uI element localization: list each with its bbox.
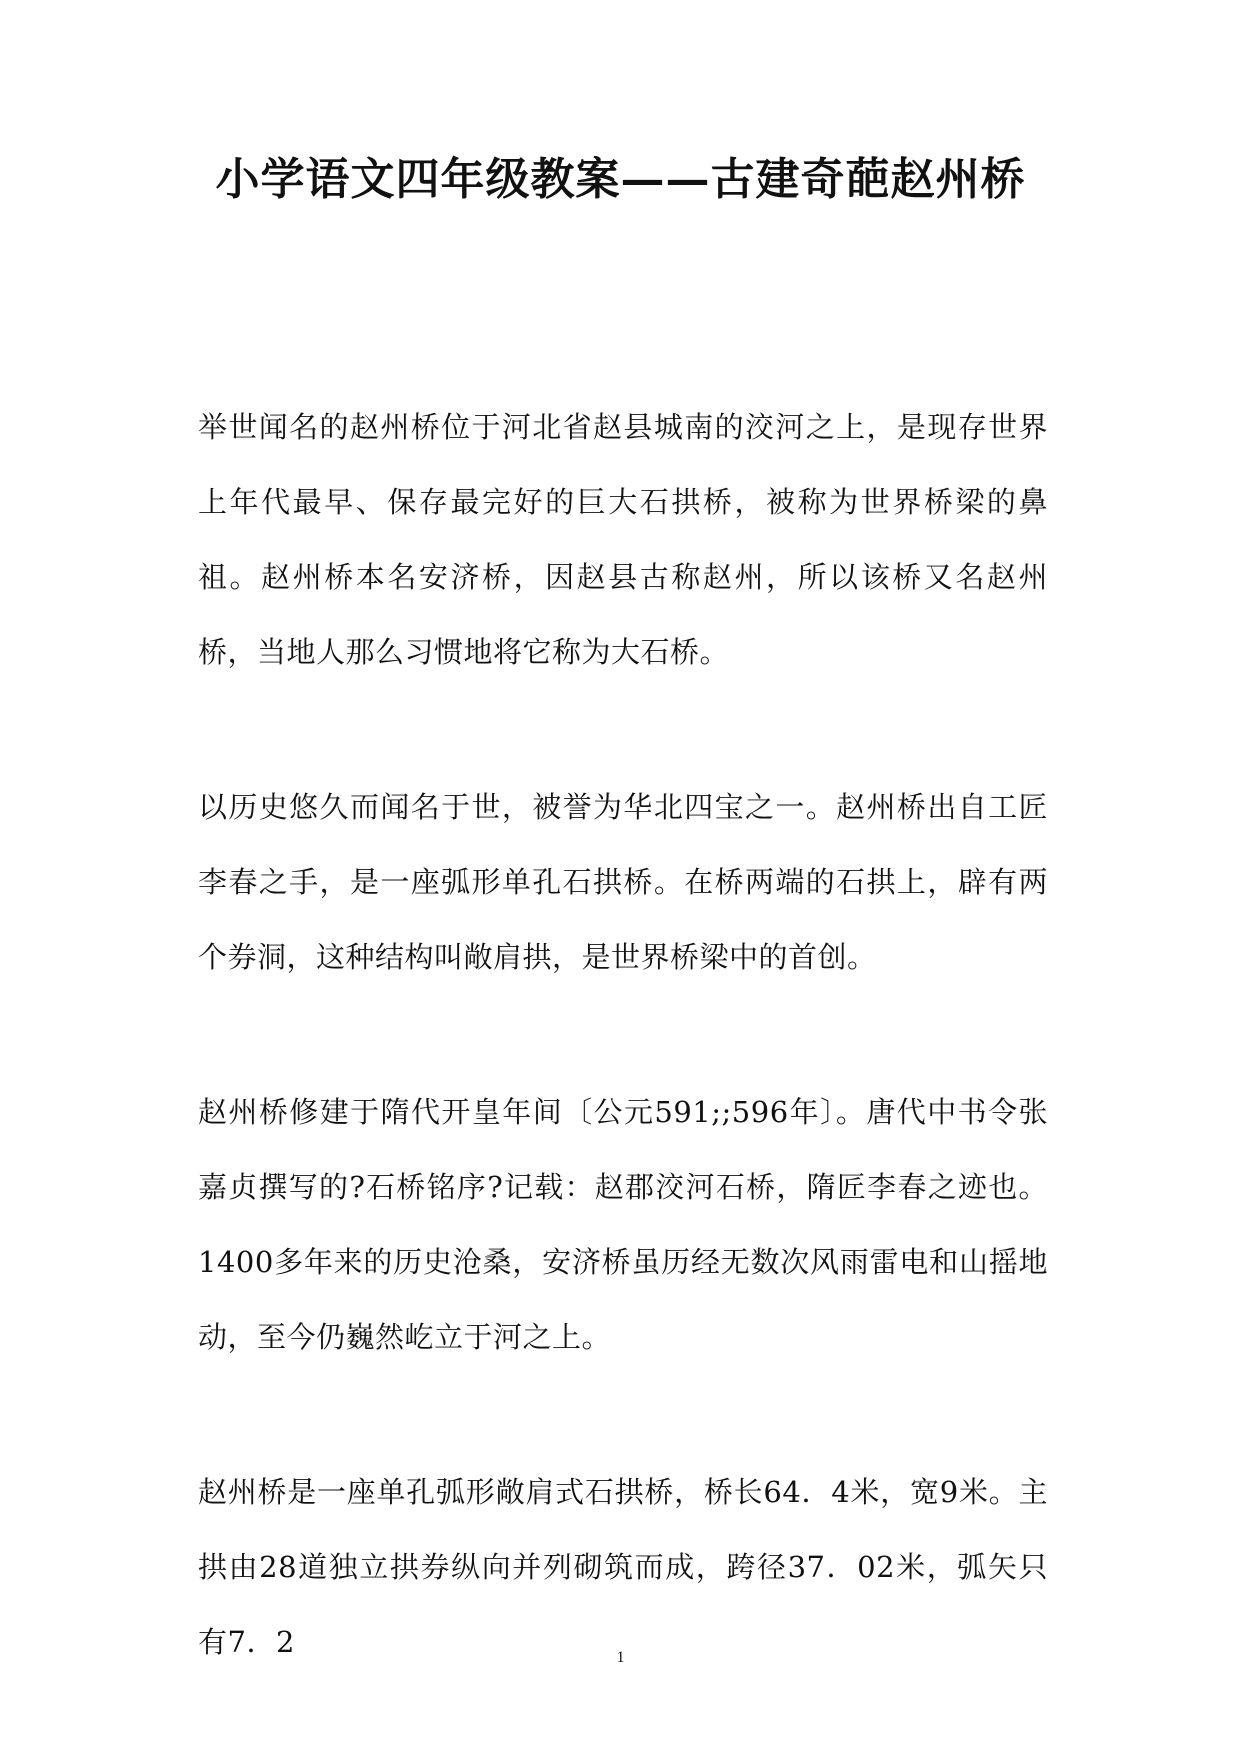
paragraph: 赵州桥是一座单孔弧形敞肩式石拱桥，桥长64．4米，宽9米。主拱由28道独立拱券纵向并列砌筑而成，跨径37．02米，弧矢只有7．2 (198, 1475, 1048, 1659)
paragraph-block-2 (198, 770, 1048, 995)
paragraph: 赵州桥修建于隋代开皇年间〔公元591;;596年〕。唐代中书令张嘉贞撰写的?石桥铭序?记载：赵郡洨河石桥，隋匠李春之迹也。1400多年来的历史沧桑，安济桥虽历经无数次风雨雷电和山摇地动，至今仍巍然屹立于河之上。 (198, 1095, 1048, 1354)
paragraph-block-1 (198, 390, 1048, 690)
paragraph-block-3 (198, 1075, 1048, 1375)
paragraph: 举世闻名的赵州桥位于河北省赵县城南的洨河之上，是现存世界上年代最早、保存最完好的巨大石拱桥，被称为世界桥梁的鼻祖。赵州桥本名安济桥，因赵县古称赵州，所以该桥又名赵州桥，当地人那么习惯地将它称为大石桥。 (198, 410, 1048, 669)
page-number: 1 (616, 1649, 625, 1666)
document-title: 小学语文四年级教案——古建奇葩赵州桥 (215, 154, 1026, 205)
paragraph-block-4 (198, 1455, 1048, 1680)
paragraph: 以历史悠久而闻名于世，被誉为华北四宝之一。赵州桥出自工匠李春之手，是一座弧形单孔石拱桥。在桥两端的石拱上，辟有两个券洞，这种结构叫敞肩拱，是世界桥梁中的首创。 (198, 790, 1048, 974)
